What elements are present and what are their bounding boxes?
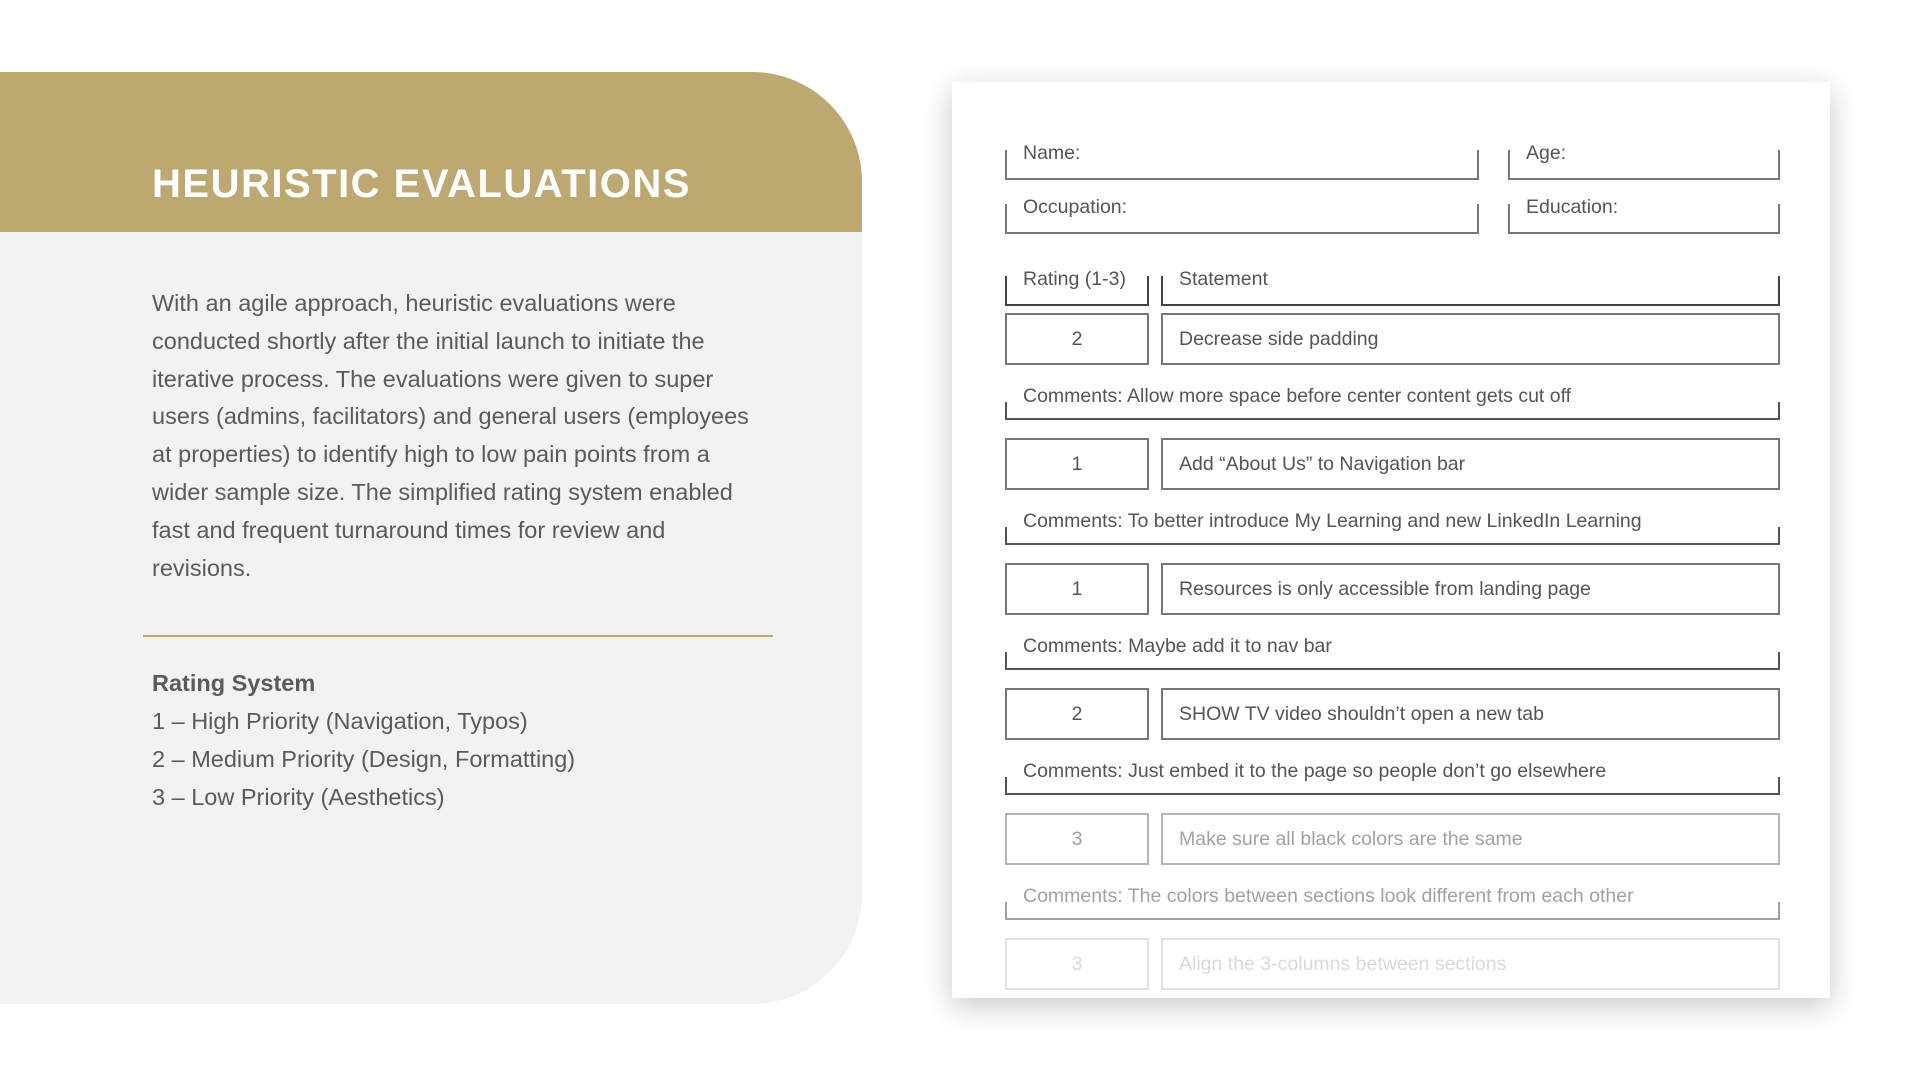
comment-line[interactable] [1005, 527, 1780, 545]
rating-box[interactable]: 1 [1005, 563, 1149, 615]
age-label: Age: [1526, 142, 1567, 164]
comment-text: Comments: Allow more space before center content gets cut off [1023, 385, 1572, 407]
comment-text: Comments: To better introduce My Learning and new LinkedIn Learning [1023, 510, 1642, 532]
evaluation-form [952, 82, 1830, 998]
page-title: HEURISTIC EVALUATIONS [152, 162, 691, 206]
rating-box[interactable]: 2 [1005, 688, 1149, 740]
statement-box[interactable]: Resources is only accessible from landing page [1161, 563, 1780, 615]
statement-box[interactable]: Decrease side padding [1161, 313, 1780, 365]
rating-header-label: Rating (1-3) [1023, 268, 1126, 290]
comment-line[interactable] [1005, 777, 1780, 795]
divider [143, 635, 773, 637]
comment-line[interactable] [1005, 902, 1780, 920]
statement-box[interactable]: SHOW TV video shouldn’t open a new tab [1161, 688, 1780, 740]
comment-text: Comments: The colors between sections look different from each other [1023, 885, 1634, 907]
statement-box[interactable]: Make sure all black colors are the same [1161, 813, 1780, 865]
rating-box[interactable]: 2 [1005, 313, 1149, 365]
title-band [0, 72, 862, 232]
age-field[interactable] [1508, 142, 1780, 180]
name-field[interactable] [1005, 142, 1479, 180]
rating-box[interactable]: 3 [1005, 938, 1149, 990]
rating-box[interactable]: 3 [1005, 813, 1149, 865]
rating-item-medium: 2 – Medium Priority (Design, Formatting) [152, 746, 576, 772]
education-field[interactable] [1508, 196, 1780, 234]
rating-system [152, 664, 575, 816]
statement-box[interactable]: Add “About Us” to Navigation bar [1161, 438, 1780, 490]
rating-item-low: 3 – Low Priority (Aesthetics) [152, 784, 445, 810]
info-panel [0, 72, 862, 1004]
education-label: Education: [1526, 196, 1619, 218]
occupation-field[interactable] [1005, 196, 1479, 234]
rating-box[interactable]: 1 [1005, 438, 1149, 490]
statement-box[interactable]: Align the 3-columns between sections [1161, 938, 1780, 990]
comment-text: Comments: Just embed it to the page so people don’t go elsewhere [1023, 760, 1607, 782]
statement-header-label: Statement [1179, 268, 1268, 290]
comment-text: Comments: Maybe add it to nav bar [1023, 635, 1332, 657]
rating-column-header [1005, 268, 1149, 306]
comment-line[interactable] [1005, 652, 1780, 670]
rating-system-title: Rating System [152, 670, 316, 696]
occupation-label: Occupation: [1023, 196, 1128, 218]
comment-line[interactable] [1005, 402, 1780, 420]
name-label: Name: [1023, 142, 1081, 164]
rating-item-high: 1 – High Priority (Navigation, Typos) [152, 708, 528, 734]
intro-paragraph: With an agile approach, heuristic evaluations were conducted shortly after the initial launch to initiate the iterative process. The evaluations were given to super users (admins, facilitators) and general users (employees at properties) to identify high to low pain points from a wider sample size. The simplified rating system enabled fast and frequent turnaround times for review and revisions. [152, 290, 749, 581]
statement-column-header [1161, 268, 1780, 306]
